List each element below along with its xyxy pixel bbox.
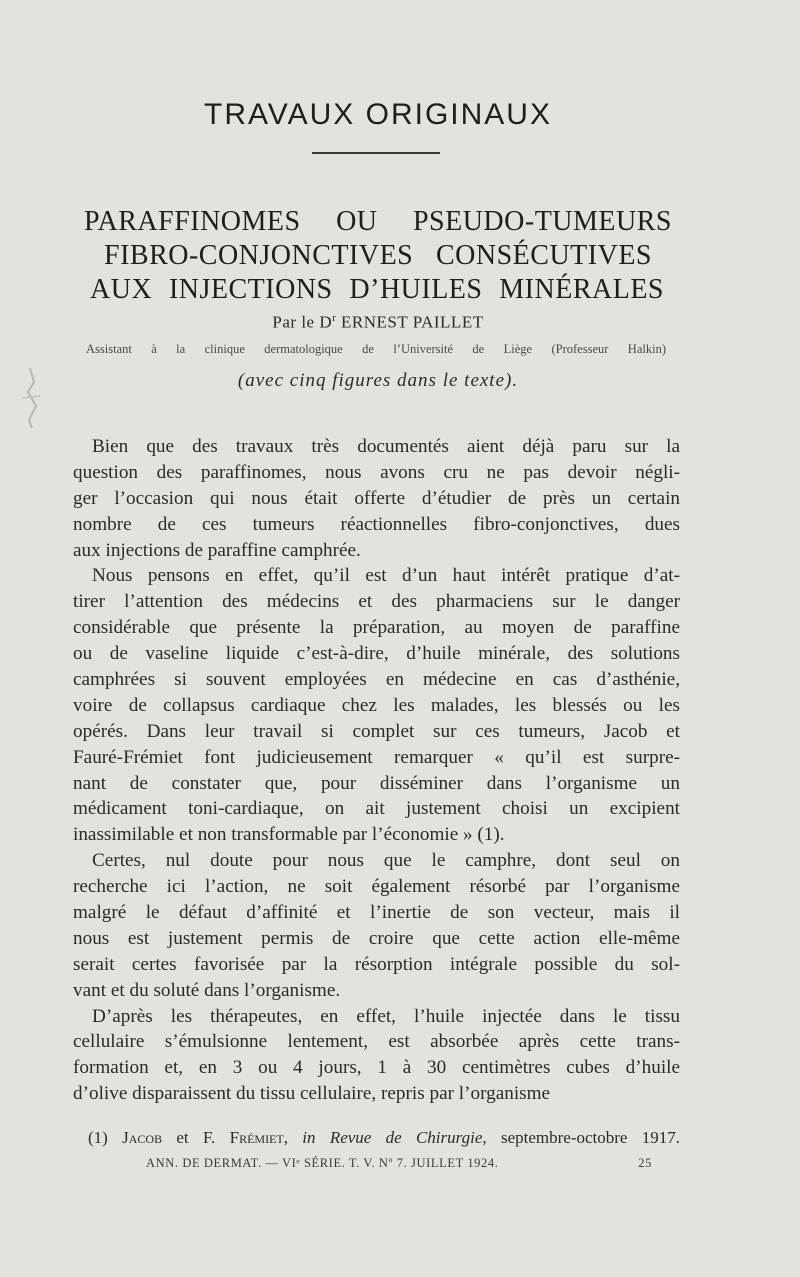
article-title-line-1: PARAFFINOMES OU PSEUDO-TUMEURS	[84, 206, 672, 237]
footnote-journal: Revue de Chirurgie	[315, 1128, 483, 1147]
section-heading: TRAVAUX ORIGINAUX	[204, 98, 552, 131]
footnote-author-1: Jacob	[122, 1128, 163, 1147]
footnote-date: , septembre-octobre 1917.	[482, 1128, 680, 1147]
footnote	[88, 1128, 680, 1148]
footnote-sep: ,	[283, 1128, 303, 1147]
running-footer-journal: ANN. DE DERMAT. — VIᵉ SÉRIE. T. V. Nº 7. JUILLET 1924.	[146, 1156, 499, 1170]
running-footer	[146, 1156, 652, 1171]
footnote-in: in	[302, 1128, 316, 1147]
body-line: nant de constater que, pour disséminer dans l’organisme un	[73, 772, 680, 794]
body-line: voire de collapsus cardiaque chez les malades, les blessés ou les	[73, 694, 680, 716]
body-line: inassimilable et non transformable par l’économie » (1).	[73, 824, 505, 846]
body-paragraph	[73, 434, 680, 563]
body-line: opérés. Dans leur travail si complet sur ces tumeurs, Jacob et	[73, 720, 680, 742]
body-line: vant et du soluté dans l’organisme.	[73, 979, 341, 1001]
body-paragraph	[73, 1004, 680, 1108]
margin-stain-icon	[10, 362, 50, 432]
body-line: recherche ici l’action, ne soit également résorbé par l’organisme	[73, 876, 680, 898]
article-title-line-2: FIBRO-CONJONCTIVES CONSÉCUTIVES	[104, 240, 652, 271]
article-body	[73, 434, 680, 1107]
body-line: camphrées si souvent employées en médecine en cas d’asthénie,	[73, 669, 680, 691]
body-line: ou de vaseline liquide c’est-à-dire, d’huile minérale, des solutions	[73, 643, 680, 665]
body-line: malgré le défaut d’affinité et l’inertie de son vecteur, mais il	[73, 902, 680, 924]
body-line: serait certes favorisée par la résorption intégrale possible du sol-	[73, 953, 680, 975]
footnote-marker: (1)	[88, 1128, 123, 1147]
figures-note: (avec cinq figures dans le texte).	[237, 370, 519, 391]
author-name: ERNEST PAILLET	[336, 312, 484, 332]
article-title-line-3: AUX INJECTIONS D’HUILES MINÉRALES	[90, 274, 664, 305]
byline-prefix: Par le D	[272, 312, 333, 332]
body-line: nombre de ces tumeurs réactionnelles fibro-conjonctives, dues	[73, 513, 680, 535]
body-line: ger l’occasion qui nous était offerte d’étudier de près un certain	[73, 487, 680, 509]
byline-sup: r	[332, 312, 337, 324]
body-line: médicament toni-cardiaque, on ait justement choisi un excipient	[73, 798, 680, 820]
body-line: nous est justement permis de croire que cette action elle-même	[73, 927, 680, 949]
body-paragraph	[73, 563, 680, 848]
body-line: D’après les thérapeutes, en effet, l’huile injectée dans le tissu	[92, 1005, 680, 1027]
body-line: aux injections de paraffine camphrée.	[73, 539, 361, 561]
body-line: formation et, en 3 ou 4 jours, 1 à 30 centimètres cubes d’huile	[73, 1057, 680, 1079]
footnote-author-2: Frémiet	[229, 1128, 284, 1147]
body-line: question des paraffinomes, nous avons cru ne pas devoir négli-	[73, 461, 680, 483]
body-line: Nous pensons en effet, qu’il est d’un haut intérêt pratique d’at-	[92, 565, 680, 587]
page-number: 25	[638, 1156, 652, 1170]
body-line: Fauré-Frémiet font judicieusement remarquer « qu’il est surpre-	[73, 746, 680, 768]
body-line: Bien que des travaux très documentés aient déjà paru sur la	[92, 436, 680, 457]
author-affiliation: Assistant à la clinique dermatologique de l’Université de Liège (Professeur Halkin)	[86, 342, 666, 356]
body-paragraph	[73, 848, 680, 1003]
author-byline	[0, 312, 756, 333]
body-line: Certes, nul doute pour nous que le camphre, dont seul on	[92, 850, 680, 872]
body-line: d’olive disparaissent du tissu cellulaire, repris par l’organisme	[73, 1083, 551, 1105]
footnote-and: et F.	[162, 1128, 230, 1147]
body-line: cellulaire s’émulsionne lentement, est absorbée après cette trans-	[73, 1031, 680, 1053]
title-divider	[312, 152, 440, 154]
body-line: tirer l’attention des médecins et des pharmaciens sur le danger	[73, 591, 680, 613]
body-line: considérable que présente la préparation, au moyen de paraffine	[73, 617, 680, 639]
